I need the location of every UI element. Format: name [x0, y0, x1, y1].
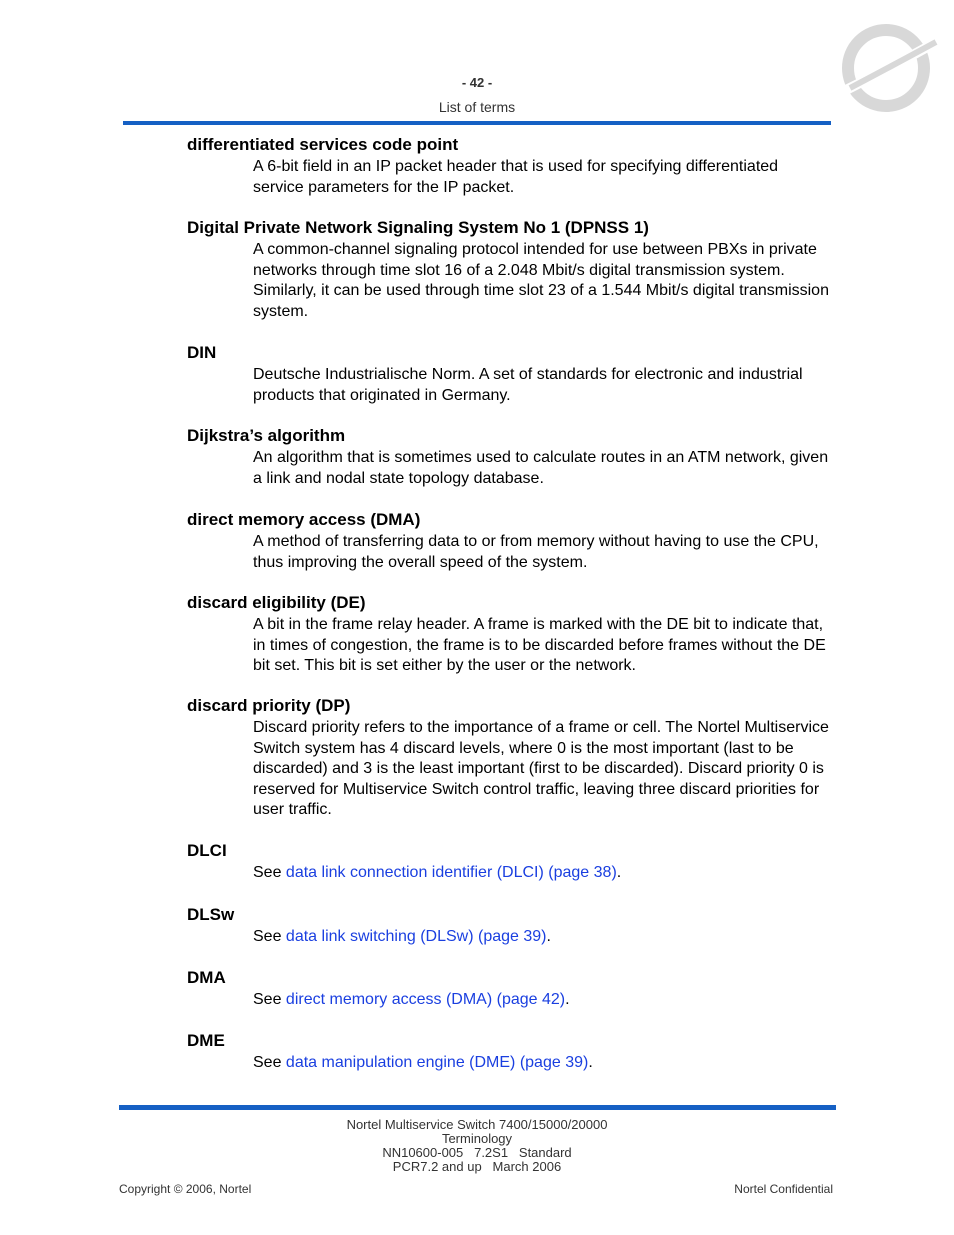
term-definition	[253, 863, 833, 884]
see-prefix: See	[253, 1054, 286, 1071]
term-definition: Deutsche Industrialische Norm. A set of standards for electronic and industrial products that originated in Germany.	[253, 366, 803, 404]
footer-product-line: Nortel Multiservice Switch 7400/15000/20000	[346, 1117, 608, 1132]
footer-document-title: Terminology	[441, 1131, 513, 1146]
see-prefix: See	[253, 991, 286, 1008]
footer-confidential: Nortel Confidential	[734, 1182, 833, 1196]
term-definition: A method of transferring data to or from memory without having to use the CPU, thus improving the overall speed of the system.	[253, 533, 819, 571]
glossary-entry	[187, 510, 837, 573]
term-heading: DMA	[187, 968, 226, 987]
footer-copyright: Copyright © 2006, Nortel	[119, 1182, 252, 1196]
glossary-entry	[187, 593, 837, 677]
term-definition: Discard priority refers to the importance of a frame or cell. The Nortel Multiservice Switch system has 4 discard levels, where 0 is the most important (last to be discarded) and 3 is the least important (first to be discarded). Discard priority 0 is reserved for Multiservice Switch control traffic, leaving three discard priorities for user traffic.	[253, 719, 829, 818]
glossary-entry	[187, 343, 837, 406]
see-suffix: .	[588, 1054, 593, 1071]
term-heading: DLCI	[187, 841, 227, 860]
footer-document-number: NN10600-005 7.2S1 Standard	[382, 1145, 572, 1160]
see-suffix: .	[565, 991, 570, 1008]
section-title: List of terms	[438, 99, 516, 115]
term-heading: discard eligibility (DE)	[187, 593, 366, 612]
header-rule	[123, 121, 831, 125]
footer-rule	[119, 1105, 836, 1110]
see-prefix: See	[253, 928, 286, 945]
term-heading: Dijkstra’s algorithm	[187, 426, 346, 445]
term-definition	[253, 927, 833, 948]
see-suffix: .	[616, 864, 622, 881]
term-heading: Digital Private Network Signaling System No 1 (DPNSS 1)	[187, 218, 649, 237]
cross-reference-link[interactable]: data link switching (DLSw) (page 39)	[285, 928, 547, 945]
term-definition: A bit in the frame relay header. A frame is marked with the DE bit to indicate that, in times of congestion, the frame is to be discarded before frames without the DE bit set. This bit is set either by the user or the network.	[253, 616, 826, 674]
glossary-entry	[187, 905, 837, 948]
glossary-entry	[187, 1031, 837, 1074]
glossary-entry	[187, 841, 837, 884]
see-prefix: See	[253, 864, 286, 881]
footer-document-info	[0, 1118, 954, 1174]
see-suffix: .	[546, 928, 551, 945]
cross-reference-link[interactable]: data manipulation engine (DME) (page 39)	[285, 1054, 589, 1071]
footer-release-date: PCR7.2 and up March 2006	[392, 1159, 562, 1174]
glossary-entry	[187, 218, 837, 322]
page-number: - 42 -	[461, 75, 493, 90]
term-definition: A 6-bit field in an IP packet header that is used for specifying differentiated service parameters for the IP packet.	[253, 158, 779, 196]
glossary-entry	[187, 135, 837, 198]
term-heading: direct memory access (DMA)	[187, 510, 421, 529]
term-heading: DLSw	[187, 905, 235, 924]
term-definition	[253, 990, 833, 1011]
term-definition	[253, 1053, 833, 1074]
term-heading: differentiated services code point	[187, 135, 459, 154]
term-definition: A common-channel signaling protocol intended for use between PBXs in private networks through time slot 16 of a 2.048 Mbit/s digital transmission system. Similarly, it can be used through time slot 23 of a 1.544 Mbit/s digital transmission system.	[253, 241, 829, 320]
term-heading: discard priority (DP)	[187, 696, 351, 715]
term-definition: An algorithm that is sometimes used to calculate routes in an ATM network, given a link and nodal state topology database.	[253, 449, 829, 487]
nortel-globe-logo-icon	[836, 18, 946, 118]
cross-reference-link[interactable]: data link connection identifier (DLCI) (page 38)	[285, 864, 617, 881]
glossary-entry	[187, 968, 837, 1011]
glossary-entry	[187, 426, 837, 489]
term-heading: DIN	[187, 343, 217, 362]
glossary-entry	[187, 696, 837, 821]
cross-reference-link[interactable]: direct memory access (DMA) (page 42)	[285, 991, 566, 1008]
term-heading: DME	[187, 1031, 225, 1050]
